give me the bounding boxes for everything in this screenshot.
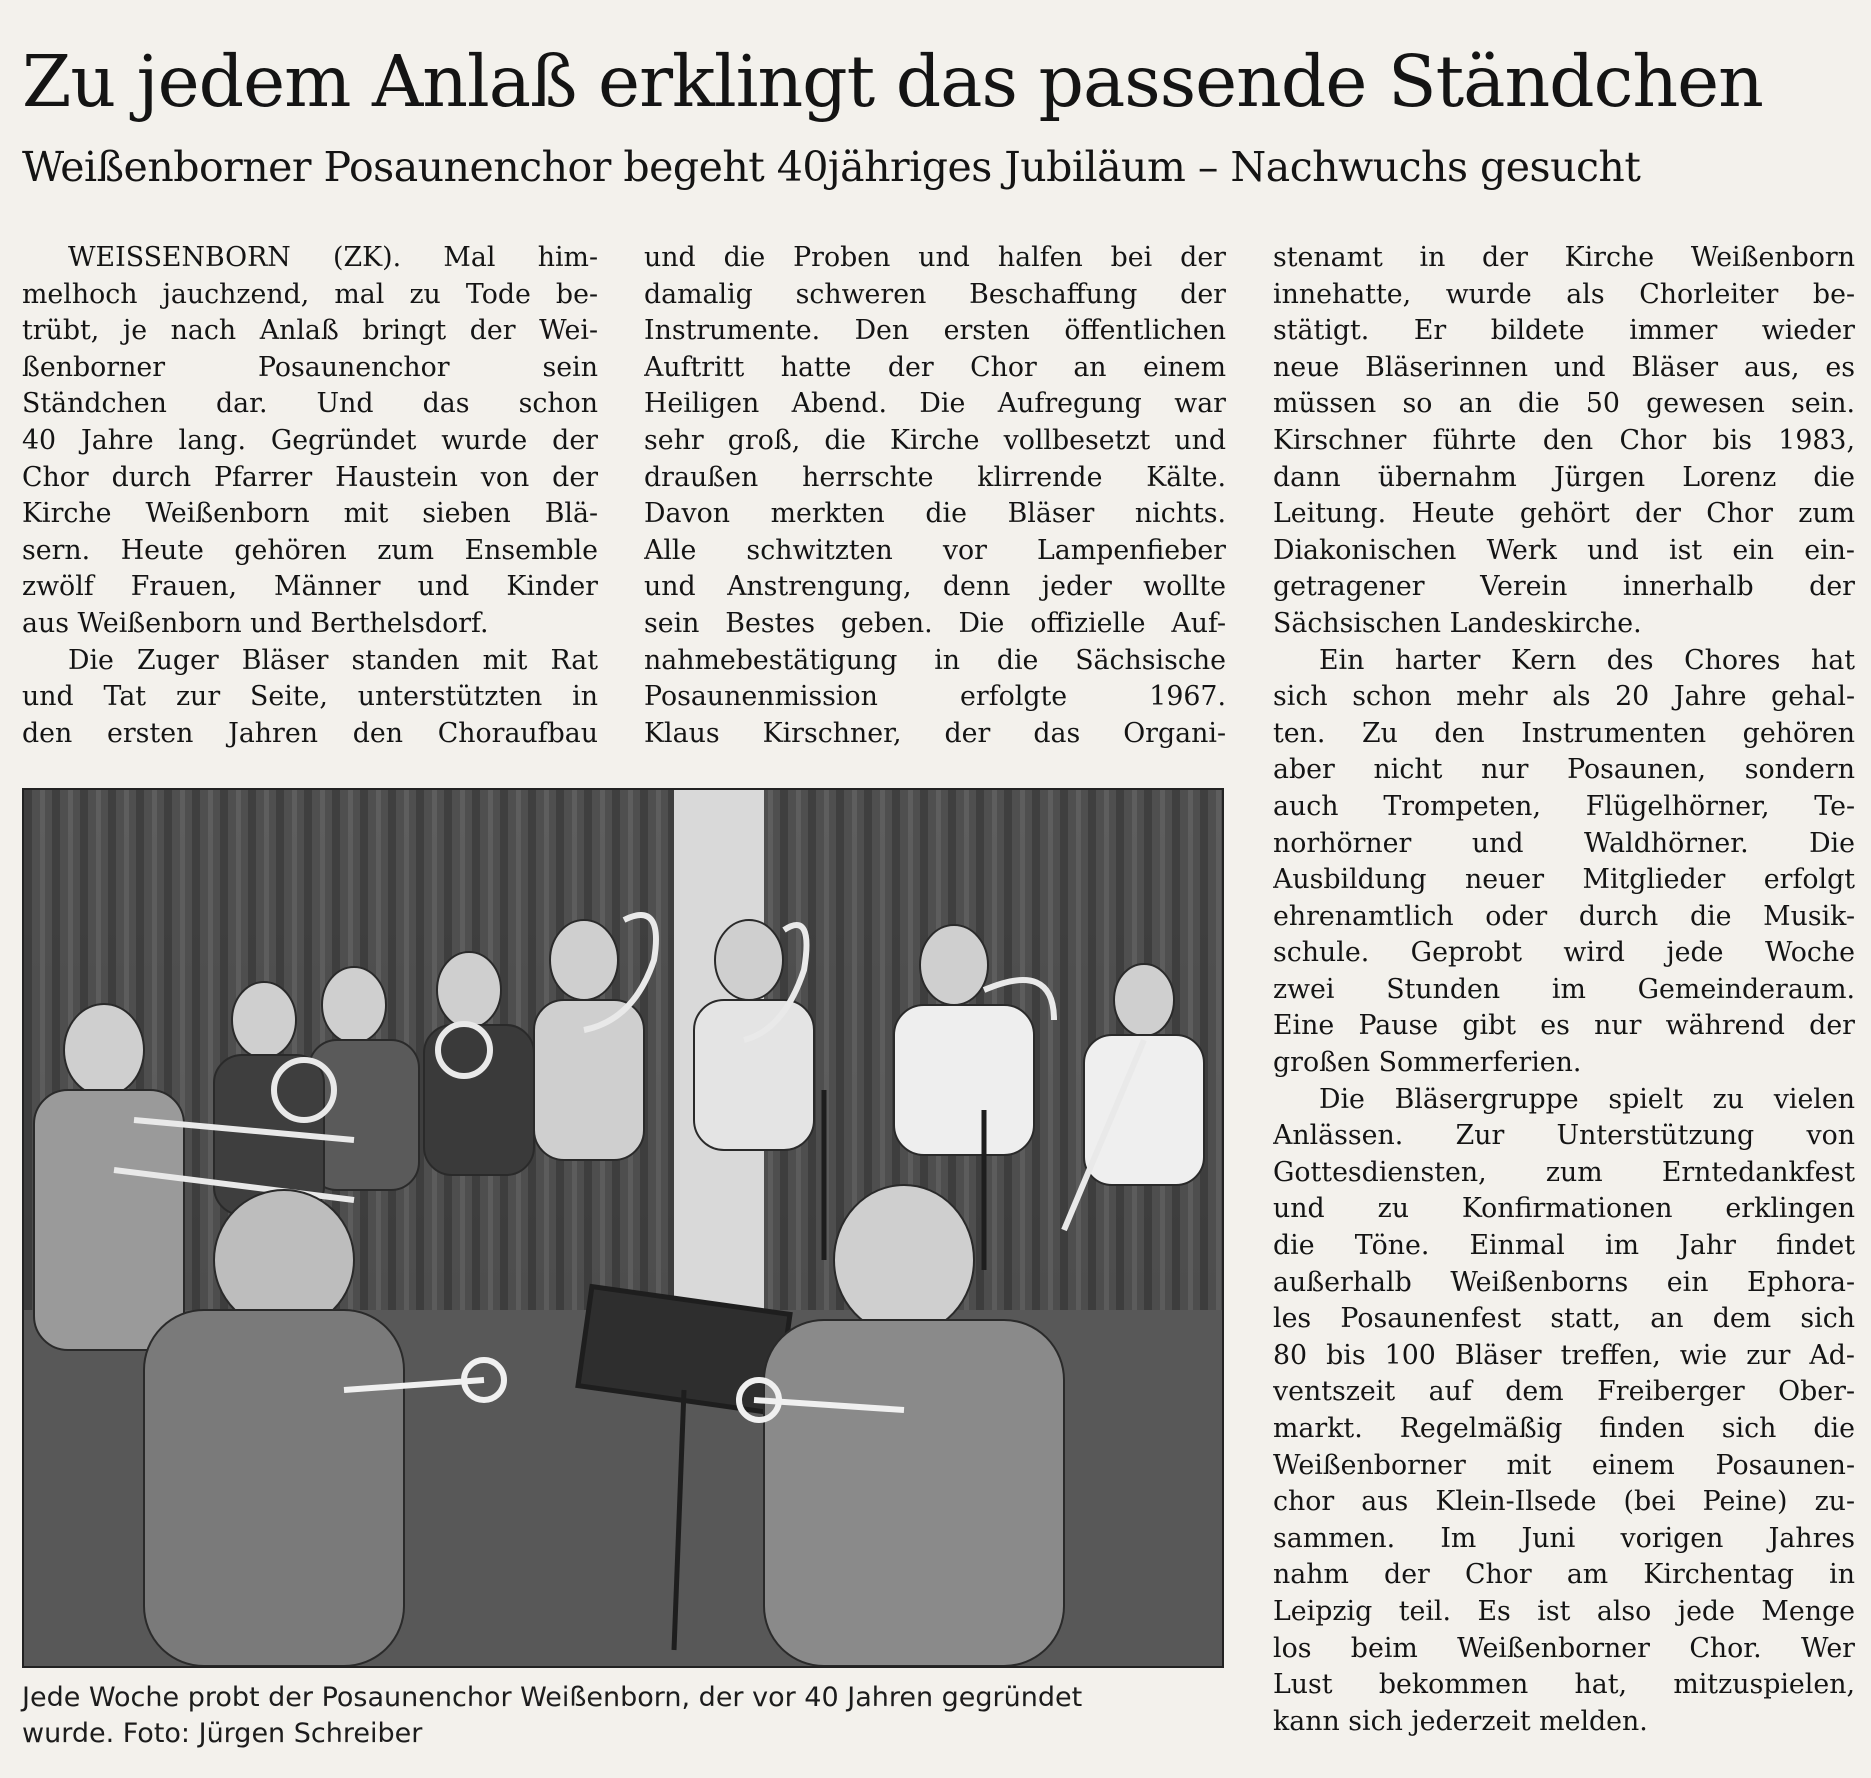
text-line: und Anstrengung, denn jeder wollte xyxy=(644,571,1226,603)
text-line: außerhalb Weißenborns ein Ephora- xyxy=(1273,1266,1855,1298)
text-line: müssen so an die 50 gewesen sein. xyxy=(1273,388,1855,420)
text-line: getragener Verein innerhalb der xyxy=(1273,571,1855,603)
text-line: Chor durch Pfarrer Haustein von der xyxy=(22,461,598,493)
article-column-3 xyxy=(1273,240,1855,1740)
text-line: les Posaunenfest statt, an dem sich xyxy=(1273,1303,1855,1335)
text-line: schule. Geprobt wird jede Woche xyxy=(1273,937,1855,969)
text-line: Klaus Kirschner, der das Organi- xyxy=(644,717,1226,749)
text-line: neue Bläserinnen und Bläser aus, es xyxy=(1273,351,1855,383)
brass-choir-photo xyxy=(22,788,1224,1668)
subheadline: Weißenborner Posaunenchor begeht 40jähriges Jubiläum – Nachwuchs gesucht xyxy=(22,143,1641,191)
text-line: innehatte, wurde als Chorleiter be- xyxy=(1273,278,1855,310)
photo-caption xyxy=(22,1680,1232,1752)
text-line: Heiligen Abend. Die Aufregung war xyxy=(644,388,1226,420)
text-line: sehr groß, die Kirche vollbesetzt und xyxy=(644,424,1226,456)
text-line: Leitung. Heute gehört der Chor zum xyxy=(1273,498,1855,530)
text-line: WEISSENBORN (ZK). Mal him- xyxy=(68,242,598,273)
text-line: zwei Stunden im Gemeinderaum. xyxy=(1273,973,1855,1005)
text-line: großen Sommerferien. xyxy=(1273,1047,1582,1079)
text-line: und zu Konfirmationen erklingen xyxy=(1273,1193,1855,1225)
caption-line: Jede Woche probt der Posaunenchor Weißenborn, der vor 40 Jahren gegründet xyxy=(22,1682,1083,1713)
text-line: norhörner und Waldhörner. Die xyxy=(1273,827,1855,859)
text-line: Ausbildung neuer Mitglieder erfolgt xyxy=(1273,864,1855,896)
text-line: 40 Jahre lang. Gegründet wurde der xyxy=(22,424,598,456)
text-line: Ständchen dar. Und das schon xyxy=(22,388,598,420)
text-line: und Tat zur Seite, unterstützten in xyxy=(22,681,598,713)
text-line: kann sich jederzeit melden. xyxy=(1273,1705,1648,1737)
text-line: melhoch jauchzend, mal zu Tode be- xyxy=(22,278,598,310)
text-line: dann übernahm Jürgen Lorenz die xyxy=(1273,461,1855,493)
text-line: nahm der Chor am Kirchentag in xyxy=(1273,1559,1855,1591)
article-column-1 xyxy=(22,240,598,752)
text-line: Kirschner führte den Chor bis 1983, xyxy=(1273,424,1855,456)
text-line: auch Trompeten, Flügelhörner, Te- xyxy=(1273,790,1855,822)
text-line: den ersten Jahren den Choraufbau xyxy=(22,717,598,749)
text-line: Posaunenmission erfolgte 1967. xyxy=(644,681,1226,713)
text-line: Ein harter Kern des Chores hat xyxy=(1319,644,1855,676)
text-line: Anlässen. Zur Unterstützung von xyxy=(1273,1120,1855,1152)
text-line: los beim Weißenborner Chor. Wer xyxy=(1273,1632,1855,1664)
text-line: Leipzig teil. Es ist also jede Menge xyxy=(1273,1595,1855,1627)
text-line: draußen herrschte klirrende Kälte. xyxy=(644,461,1226,493)
text-line: stätigt. Er bildete immer wieder xyxy=(1273,315,1855,347)
text-line: ten. Zu den Instrumenten gehören xyxy=(1273,717,1855,749)
text-line: Davon merkten die Bläser nichts. xyxy=(644,498,1226,530)
text-line: aus Weißenborn und Berthelsdorf. xyxy=(22,607,489,639)
text-line: Instrumente. Den ersten öffentlichen xyxy=(644,315,1226,347)
text-line: und die Proben und halfen bei der xyxy=(644,242,1226,273)
text-line: Kirche Weißenborn mit sieben Blä- xyxy=(22,498,598,530)
text-line: Die Bläsergruppe spielt zu vielen xyxy=(1319,1083,1855,1115)
text-line: Auftritt hatte der Chor an einem xyxy=(644,351,1226,383)
article-column-2 xyxy=(644,240,1226,752)
text-line: Die Zuger Bläser standen mit Rat xyxy=(68,644,598,676)
text-line: Diakonischen Werk und ist ein ein- xyxy=(1273,534,1855,566)
text-line: sich schon mehr als 20 Jahre gehal- xyxy=(1273,681,1855,713)
text-line: sammen. Im Juni vorigen Jahres xyxy=(1273,1522,1855,1554)
text-line: damalig schweren Beschaffung der xyxy=(644,278,1226,310)
text-line: ehrenamtlich oder durch die Musik- xyxy=(1273,900,1855,932)
text-line: ventszeit auf dem Freiberger Ober- xyxy=(1273,1376,1855,1408)
text-line: sern. Heute gehören zum Ensemble xyxy=(22,534,598,566)
text-line: ßenborner Posaunenchor sein xyxy=(22,351,598,383)
text-line: markt. Regelmäßig finden sich die xyxy=(1273,1413,1855,1444)
text-line: Lust bekommen hat, mitzuspielen, xyxy=(1273,1669,1855,1701)
text-line: Sächsischen Landeskirche. xyxy=(1273,607,1642,639)
headline: Zu jedem Anlaß erklingt das passende Ständchen xyxy=(22,40,1763,123)
text-line: chor aus Klein-Ilsede (bei Peine) zu- xyxy=(1273,1486,1855,1518)
text-line: nahmebestätigung in die Sächsische xyxy=(644,644,1226,676)
text-line: die Töne. Einmal im Jahr findet xyxy=(1273,1230,1855,1262)
caption-line: wurde. Foto: Jürgen Schreiber xyxy=(22,1718,423,1749)
text-line: Alle schwitzten vor Lampenfieber xyxy=(644,534,1226,566)
text-line: aber nicht nur Posaunen, sondern xyxy=(1273,754,1855,786)
text-line: sein Bestes geben. Die offizielle Auf- xyxy=(644,607,1226,639)
text-line: Weißenborner mit einem Posaunen- xyxy=(1273,1449,1855,1481)
text-line: stenamt in der Kirche Weißenborn xyxy=(1273,242,1855,273)
text-line: Gottesdiensten, zum Erntedankfest xyxy=(1273,1156,1855,1188)
text-line: 80 bis 100 Bläser treffen, wie zur Ad- xyxy=(1273,1339,1855,1371)
text-line: trübt, je nach Anlaß bringt der Wei- xyxy=(22,315,598,347)
text-line: zwölf Frauen, Männer und Kinder xyxy=(22,571,598,603)
text-line: Eine Pause gibt es nur während der xyxy=(1273,1010,1855,1042)
